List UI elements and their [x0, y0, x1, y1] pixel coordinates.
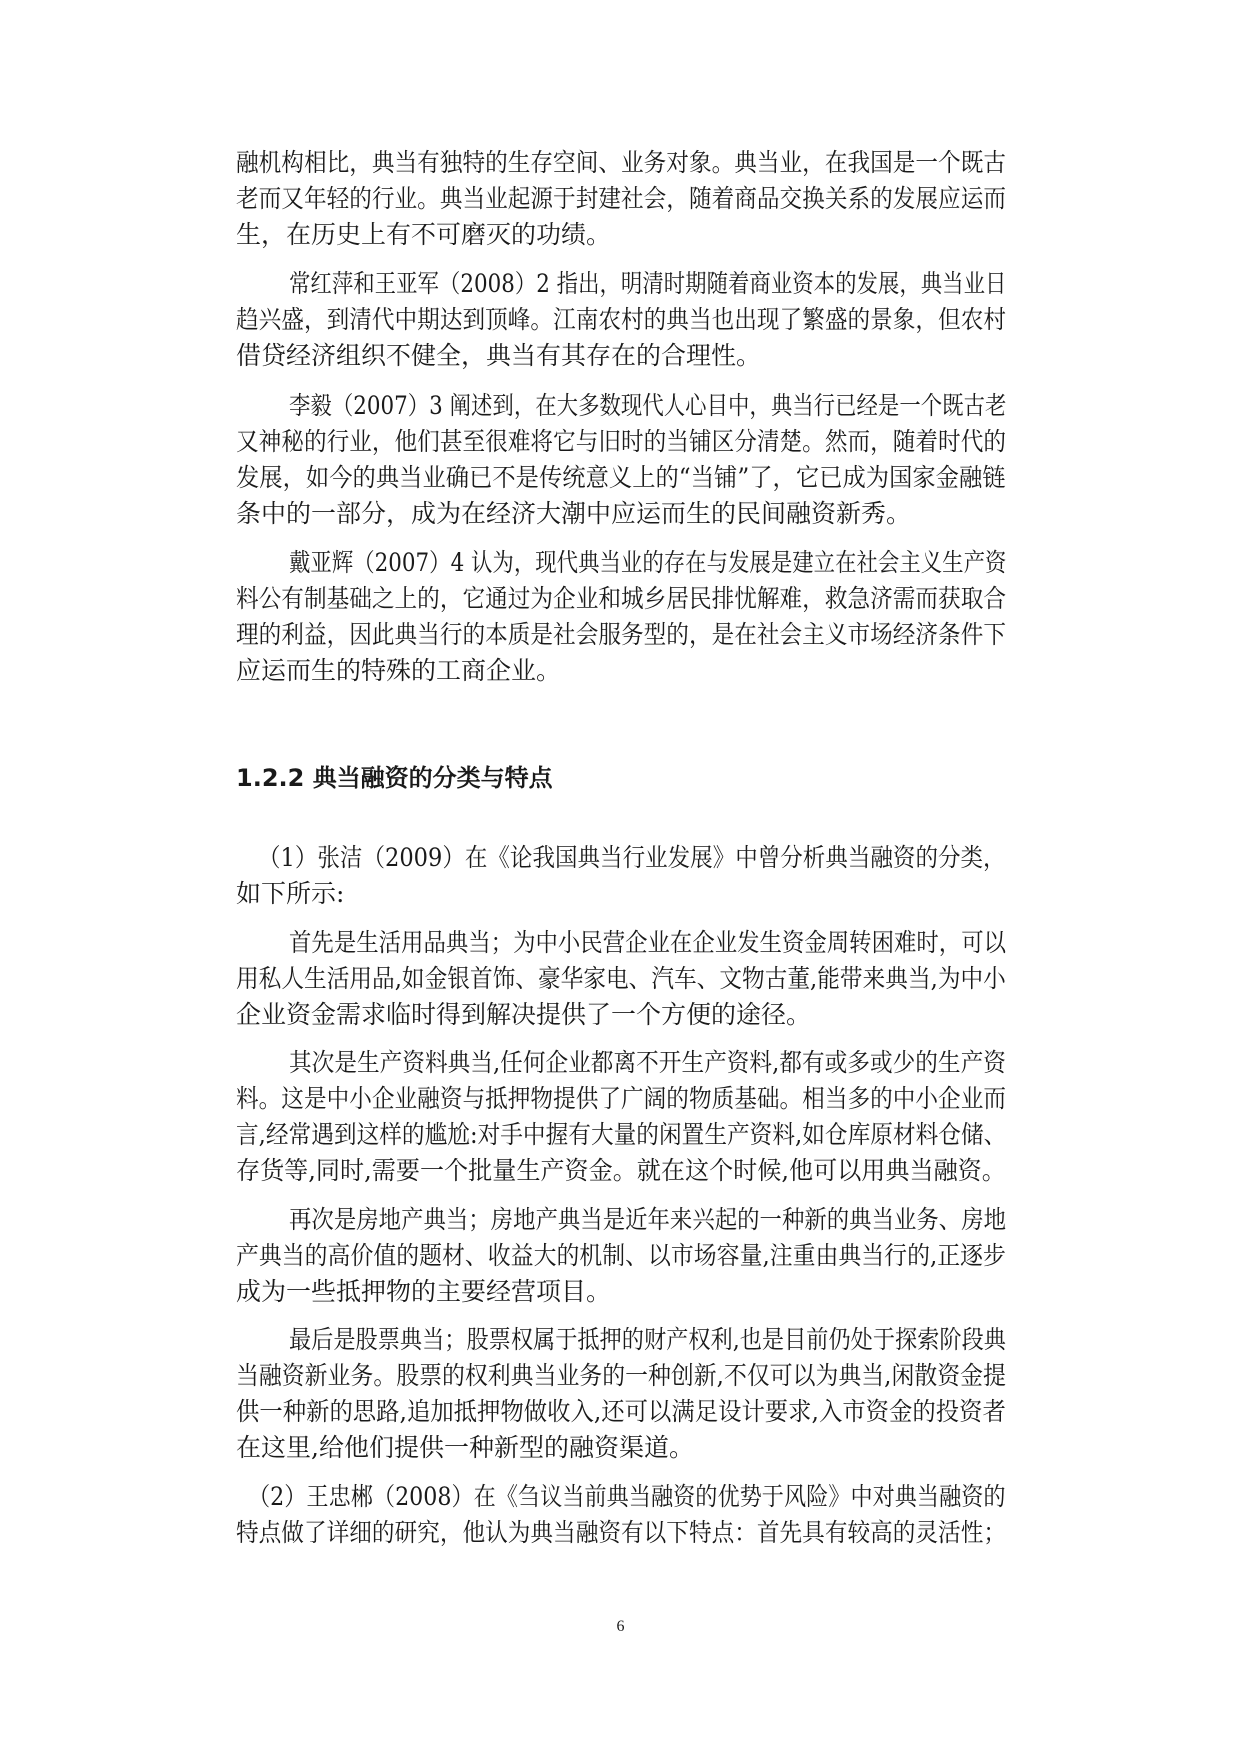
body-text-line: 存货等,同时,需要一个批量生产资金。就在这个时候,他可以用典当融资。: [236, 1156, 1006, 1185]
body-text-line: 发展，如今的典当业确已不是传统意义上的“当铺”了，它已成为国家金融链: [236, 463, 1006, 492]
body-text-line: 在这里,给他们提供一种新型的融资渠道。: [236, 1433, 694, 1462]
body-text-line: 言,经常遇到这样的尴尬:对手中握有大量的闲置生产资料,如仓库原材料仓储、: [236, 1120, 1007, 1149]
body-text-line: 理的利益，因此典当行的本质是社会服务型的，是在社会主义市场经济条件下: [236, 620, 1007, 649]
body-text-line: 料公有制基础之上的，它通过为企业和城乡居民排忧解难，救急济需而获取合: [236, 584, 1007, 613]
body-text-line: 借贷经济组织不健全，典当有其存在的合理性。: [236, 341, 762, 370]
section-heading: 1.2.2 典当融资的分类与特点: [236, 764, 553, 792]
body-text-line: 供一种新的思路,追加抵押物做收入,还可以满足设计要求,入市资金的投资者: [236, 1397, 1006, 1426]
body-text-line: 融机构相比，典当有独特的生存空间、业务对象。典当业，在我国是一个既古: [236, 148, 1007, 177]
body-text-line: 当融资新业务。股票的权利典当业务的一种创新,不仅可以为典当,闲散资金提: [236, 1361, 1006, 1390]
body-text-line: 李毅（2007）3 阐述到，在大多数现代人心目中，典当行已经是一个既古老: [289, 391, 1007, 420]
body-text-line: 趋兴盛，到清代中期达到顶峰。江南农村的典当也出现了繁盛的景象，但农村: [236, 305, 1007, 334]
body-text-line: 条中的一部分，成为在经济大潮中应运而生的民间融资新秀。: [236, 499, 912, 528]
body-text-line: 生，在历史上有不可磨灭的功绩。: [236, 220, 612, 249]
body-text-line: 应运而生的特殊的工商企业。: [236, 656, 562, 685]
body-text-line: 用私人生活用品,如金银首饰、豪华家电、汽车、文物古董,能带来典当,为中小: [236, 964, 1006, 993]
body-text-line: 戴亚辉（2007）4 认为，现代典当业的存在与发展是建立在社会主义生产资: [289, 548, 1007, 577]
body-text-line: 成为一些抵押物的主要经营项目。: [236, 1277, 612, 1306]
body-text-line: 又神秘的行业，他们甚至很难将它与旧时的当铺区分清楚。然而，随着时代的: [236, 427, 1007, 456]
page-number: 6: [616, 1618, 625, 1635]
body-text-line: 老而又年轻的行业。典当业起源于封建社会，随着商品交换关系的发展应运而: [236, 184, 1007, 213]
body-text-line: （1）张洁（2009）在《论我国典当行业发展》中曾分析典当融资的分类，: [258, 843, 1006, 872]
body-text-line: 首先是生活用品典当；为中小民营企业在企业发生资金周转困难时，可以: [289, 928, 1007, 957]
body-text-line: 产典当的高价值的题材、收益大的机制、以市场容量,注重由典当行的,正逐步: [236, 1241, 1006, 1270]
body-text-line: 特点做了详细的研究，他认为典当融资有以下特点：首先具有较高的灵活性；: [236, 1518, 1007, 1547]
body-text-line: 企业资金需求临时得到解决提供了一个方便的途径。: [236, 1000, 812, 1029]
body-text-line: 常红萍和王亚军（2008）2 指出，明清时期随着商业资本的发展，典当业日: [289, 269, 1007, 298]
body-text-line: 其次是生产资料典当,任何企业都离不开生产资料,都有或多或少的生产资: [289, 1048, 1006, 1077]
body-text-line: 如下所示:: [236, 879, 345, 908]
body-text-line: 料。这是中小企业融资与抵押物提供了广阔的物质基础。相当多的中小企业而: [236, 1084, 1007, 1113]
body-text-line: 再次是房地产典当；房地产典当是近年来兴起的一种新的典当业务、房地: [289, 1205, 1007, 1234]
body-text-line: （2）王忠郴（2008）在《刍议当前典当融资的优势于风险》中对典当融资的: [248, 1482, 1006, 1511]
body-text-line: 最后是股票典当；股票权属于抵押的财产权利,也是目前仍处于探索阶段典: [289, 1325, 1006, 1354]
